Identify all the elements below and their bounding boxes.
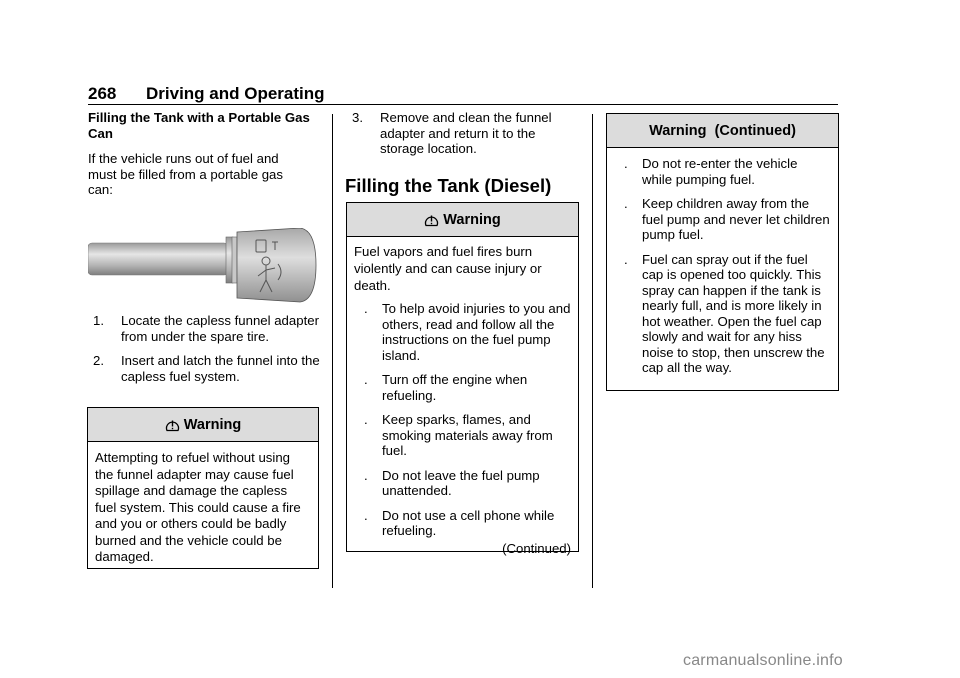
page-title: Driving and Operating [146,84,325,103]
warning-bullet: . Keep sparks, flames, and smoking materials away from fuel. [364,412,553,458]
warning-header: Warning [347,203,578,237]
warning-header: Warning (Continued) [607,114,838,148]
page-header [88,84,838,104]
warning-bullet: . Fuel can spray out if the fuel cap is opened too quickly. This spray can happen if the tank is nearly full, and is more likely in hot weather. Open the fuel cap slowly and wait for any hiss noise to stop, then unscrew the cap all the way. [624,251,825,375]
warning-box-capless [87,407,319,569]
section-subheading: Filling the Tank with a Portable Gas Can [88,110,310,141]
warning-bullet: . Do not leave the fuel pump unattended. [364,467,540,498]
warning-box-diesel [346,202,579,556]
steps-list [93,313,321,384]
column-divider-2 [592,114,593,588]
warning-icon [424,212,439,227]
funnel-adapter-illustration [88,228,318,303]
warning-body [607,148,838,382]
intro-paragraph: If the vehicle runs out of fuel and must be filled from a portable gas can: [88,151,283,197]
column-2-step3 [352,110,576,157]
warning-bullet: . To help avoid injuries to you and others, read and follow all the instructions on the fuel pump island. [364,301,571,363]
warning-body: Attempting to refuel without using the funnel adapter may cause fuel spillage and damage the capless fuel system. This could cause a fire and you or others could be badly burned and the vehicle could be damaged. [95,450,301,564]
warning-body [347,237,578,563]
page-number: 268 [88,84,117,103]
continued-label: (Continued) [502,540,571,556]
section-heading-diesel: Filling the Tank (Diesel) [345,175,552,196]
column-1 [88,110,320,198]
header-rule [88,104,838,105]
watermark-footer: carmanualsonline.info [683,652,843,669]
step-1: 1. Locate the capless funnel adapter from under the spare tire. [93,313,319,344]
column-divider-1 [332,114,333,588]
warning-bullet: . Keep children away from the fuel pump and never let children pump fuel. [624,196,830,242]
warning-bullet: . Do not re-enter the vehicle while pumping fuel. [624,156,798,187]
warning-intro: Fuel vapors and fuel fires burn violently and can cause injury or death. [354,244,542,293]
warning-bullet: . Do not use a cell phone while refueling. [364,507,555,538]
warning-box-continued [606,113,839,391]
step-2: 2. Insert and latch the funnel into the capless fuel system. [93,353,320,384]
step-3: 3. Remove and clean the funnel adapter and return it to the storage location. [352,110,552,156]
warning-header: Warning [88,408,318,442]
warning-bullet: . Turn off the engine when refueling. [364,372,528,403]
warning-icon [165,417,180,432]
